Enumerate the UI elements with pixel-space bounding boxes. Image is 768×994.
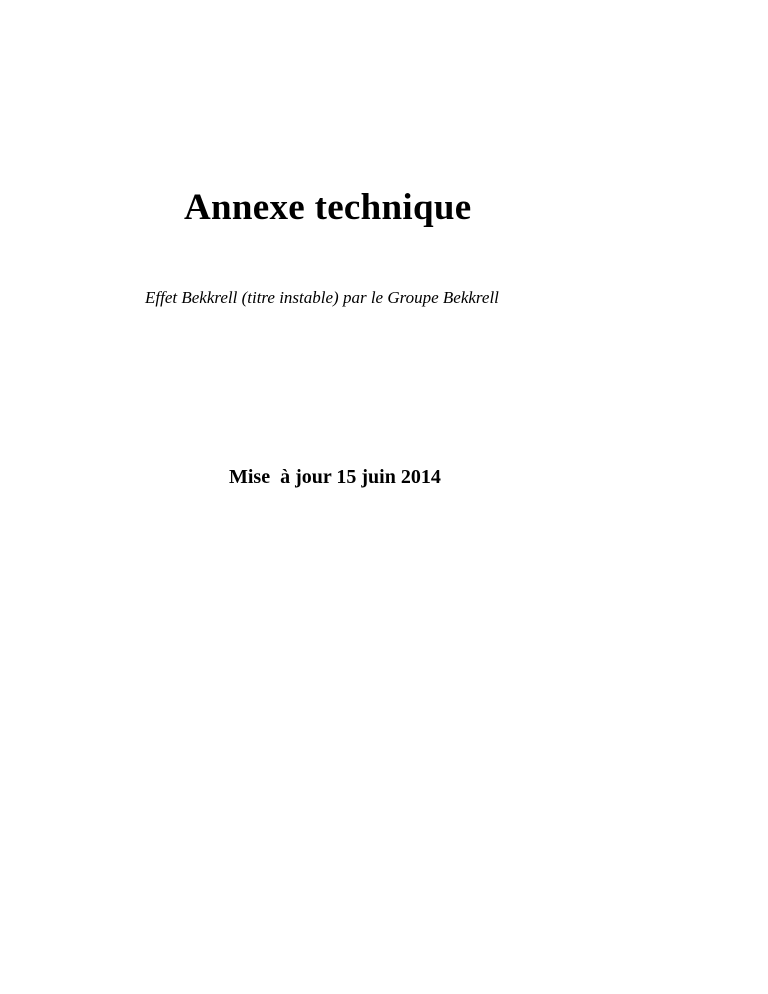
document-title: Annexe technique [184,187,472,228]
update-date-line: Mise à jour 15 juin 2014 [229,466,441,488]
document-subtitle: Effet Bekkrell (titre instable) par le Groupe Bekkrell [145,288,499,307]
